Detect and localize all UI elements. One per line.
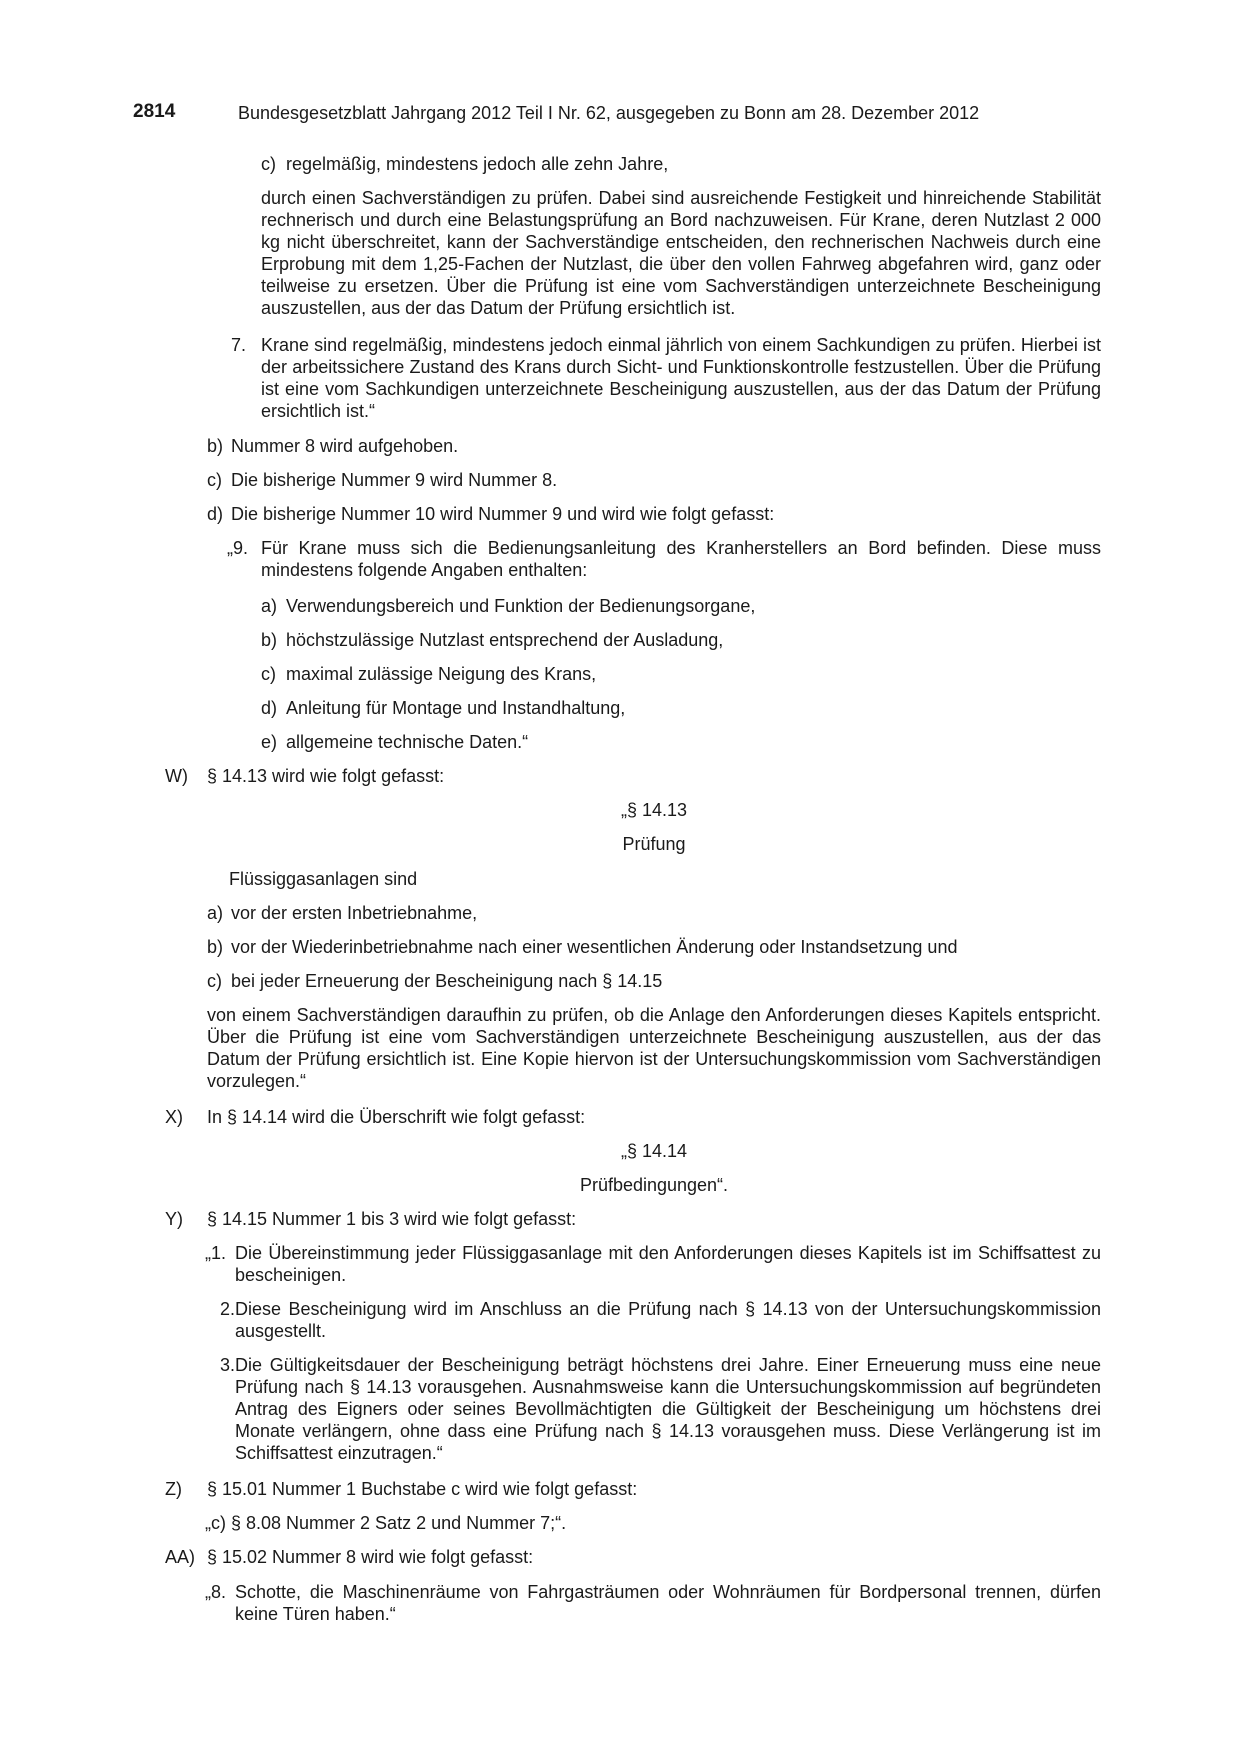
item-text: vor der Wiederinbetriebnahme nach einer wesentlichen Änderung oder Instandsetzung und [231, 937, 958, 957]
section-text-z: § 15.01 Nummer 1 Buchstabe c wird wie folgt gefasst: [207, 1479, 638, 1499]
list-item [207, 435, 1101, 457]
item-text: Anleitung für Montage und Instandhaltung, [286, 698, 626, 718]
list-item [207, 902, 1101, 924]
section-label-x: X) [165, 1107, 183, 1127]
running-title: Bundesgesetzblatt Jahrgang 2012 Teil I Nr. 62, ausgegeben zu Bonn am 28. Dezember 2012 [238, 103, 980, 123]
item-text: Die Gültigkeitsdauer der Bescheinigung beträgt höchstens drei Jahre. Einer Erneuerung muss eine neue Prüfung nach § 14.13 vorausgehen. Ausnahmsweise kann die Untersuchungskommission auf begründeten Antrag des Eigners oder seines Bevollmächtigten die Gültigkeit der Bescheinigung um höchstens drei Monate verlängern, ohne dass eine Prüfung nach § 14.13 vorausgehen muss. Diese Verlängerung ist im Schiffsattest einzutragen.“ [235, 1355, 1101, 1463]
section-label-w: W) [165, 766, 188, 786]
item-text: allgemeine technische Daten.“ [286, 732, 529, 752]
item-label: c) [261, 664, 276, 684]
list-item [261, 697, 1101, 719]
item-label: „1. [205, 1243, 227, 1263]
item-label: c) [207, 971, 222, 991]
item-text: Nummer 8 wird aufgehoben. [231, 436, 459, 456]
item-label: c) [207, 470, 222, 490]
item-label: b) [261, 630, 278, 650]
section-label-z: Z) [165, 1479, 182, 1499]
item-label: b) [207, 436, 224, 456]
item-label: a) [207, 903, 224, 923]
heading-number: „§ 14.14 [620, 1141, 688, 1161]
item-text: regelmäßig, mindestens jedoch alle zehn Jahre, [286, 154, 669, 174]
section-text-y: § 14.15 Nummer 1 bis 3 wird wie folgt gefasst: [207, 1209, 577, 1229]
list-item [205, 1581, 1101, 1625]
item-text: Für Krane muss sich die Bedienungsanleitung des Kranherstellers an Bord befinden. Diese muss mindestens folgende Angaben enthalten: [261, 538, 1101, 580]
item-label: „9. [227, 538, 249, 558]
item-text: Die Übereinstimmung jeder Flüssiggasanlage mit den Anforderungen dieses Kapitels ist im Schiffsattest zu bescheinigen. [235, 1243, 1101, 1285]
list-item [205, 1298, 1101, 1342]
list-item [261, 663, 1101, 685]
list-item [207, 970, 1101, 992]
section-label-y: Y) [165, 1209, 183, 1229]
item-label: 7. [231, 335, 247, 355]
list-item [205, 1354, 1101, 1464]
item-text: Diese Bescheinigung wird im Anschluss an die Prüfung nach § 14.13 von der Untersuchungskommission ausgestellt. [235, 1299, 1101, 1341]
section-text-x: In § 14.14 wird die Überschrift wie folgt gefasst: [207, 1107, 586, 1127]
item-label: 3. [219, 1355, 235, 1375]
item-text: Schotte, die Maschinenräume von Fahrgasträumen oder Wohnräumen für Bordpersonal trennen, dürfen keine Türen haben.“ [235, 1582, 1101, 1624]
list-item [205, 1242, 1101, 1286]
heading-number: „§ 14.13 [620, 800, 688, 820]
item-text: Verwendungsbereich und Funktion der Bedienungsorgane, [286, 596, 756, 616]
list-item [227, 537, 1101, 581]
item-label: d) [207, 504, 224, 524]
paragraph: von einem Sachverständigen daraufhin zu prüfen, ob die Anlage den Anforderungen dieses Kapitels entspricht. Über die Prüfung ist eine vom Sachverständigen unterzeichnete Bescheinigung auszustellen, aus der das Datum der Prüfung ersichtlich ist. Eine Kopie hiervon ist der Untersuchungskommission vom Sachverständigen vorzulegen.“ [207, 1005, 1101, 1091]
section-text-aa: § 15.02 Nummer 8 wird wie folgt gefasst: [207, 1547, 534, 1567]
item-label: d) [261, 698, 278, 718]
paragraph: durch einen Sachverständigen zu prüfen. Dabei sind ausreichende Festigkeit und hinreichende Stabilität rechnerisch und durch eine Belastungsprüfung an Bord nachzuweisen. Für Krane, deren Nutzlast 2 000 kg nicht überschreitet, kann der Sachverständige entscheiden, den rechnerischen Nachweis durch eine Erprobung mit dem 1,25-Fachen der Nutzlast, die über den vollen Fahrweg abgefahren wird, ganz oder teilweise zu ersetzen. Über die Prüfung ist eine vom Sachverständigen unterzeichnete Bescheinigung auszustellen, aus der das Datum der Prüfung ersichtlich ist. [261, 188, 1101, 318]
item-text: Die bisherige Nummer 10 wird Nummer 9 und wird wie folgt gefasst: [231, 504, 775, 524]
page-number: 2814 [133, 101, 176, 122]
item-label: e) [261, 732, 278, 752]
section-text-w: § 14.13 wird wie folgt gefasst: [207, 766, 445, 786]
item-text: vor der ersten Inbetriebnahme, [231, 903, 478, 923]
quote-text: „c) § 8.08 Nummer 2 Satz 2 und Nummer 7;“. [205, 1513, 567, 1533]
item-label: c) [261, 154, 276, 174]
item-text: Die bisherige Nummer 9 wird Nummer 8. [231, 470, 558, 490]
section-label-aa: AA) [165, 1547, 196, 1567]
heading-title: Prüfung [622, 834, 686, 854]
list-item [261, 595, 1101, 617]
item-label: b) [207, 937, 224, 957]
item-label: a) [261, 596, 278, 616]
list-item [231, 334, 1101, 422]
list-item [207, 936, 1101, 958]
intro-text: Flüssiggasanlagen sind [229, 869, 418, 889]
item-text: maximal zulässige Neigung des Krans, [286, 664, 597, 684]
item-label: 2. [219, 1299, 235, 1319]
list-item [261, 153, 1101, 175]
item-label: „8. [205, 1582, 227, 1602]
list-item [207, 469, 1101, 491]
list-item [207, 503, 1101, 525]
item-text: Krane sind regelmäßig, mindestens jedoch einmal jährlich von einem Sachkundigen zu prüfen. Hierbei ist der arbeitssichere Zustand des Krans durch Sicht- und Funktionskontrolle festzustellen. Über die Prüfung ist eine vom Sachkundigen unterzeichnete Bescheinigung auszustellen, aus der das Datum der Prüfung ersichtlich ist.“ [261, 335, 1101, 421]
item-text: höchstzulässige Nutzlast entsprechend der Ausladung, [286, 630, 724, 650]
item-text: bei jeder Erneuerung der Bescheinigung nach § 14.15 [231, 971, 663, 991]
heading-title: Prüfbedingungen“. [579, 1175, 729, 1195]
list-item [261, 629, 1101, 651]
list-item [261, 731, 1101, 753]
